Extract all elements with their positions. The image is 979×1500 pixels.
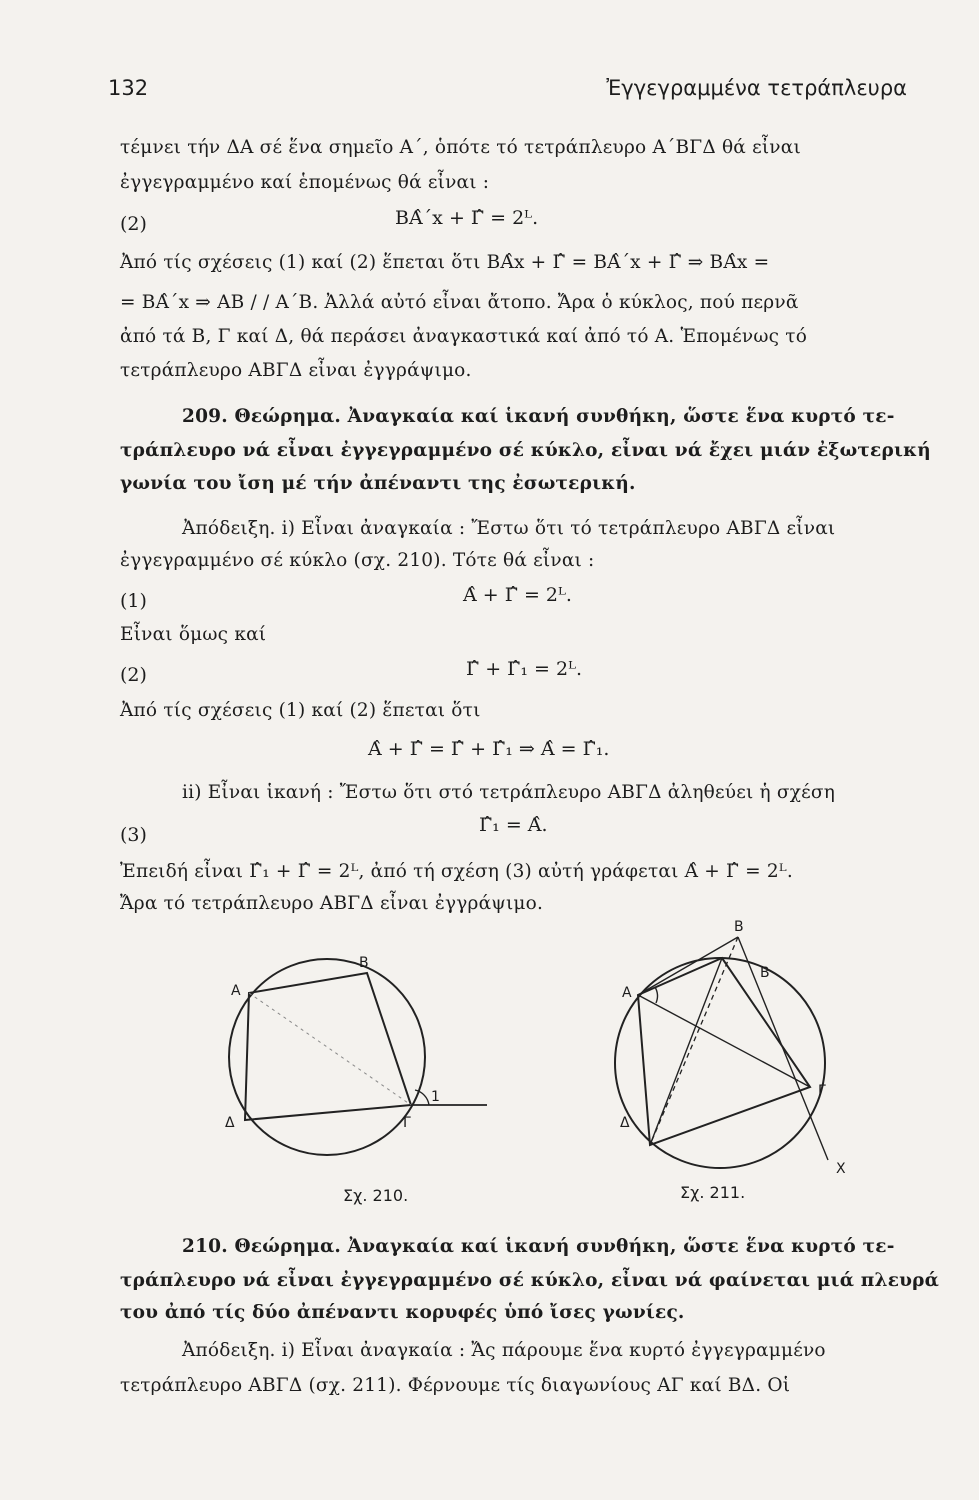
- fig210-label-b: Β: [359, 955, 369, 971]
- fig211-line-to-b-prime: [638, 937, 738, 995]
- fig210-label-d: Δ: [225, 1115, 235, 1131]
- theorem-209-line-2: τράπλευρο νά εἶναι ἐγγεγραμμένο σέ κύκλο, εἶναι νά ἔχει μιάν ἐξωτερική: [120, 440, 931, 461]
- equation-4: Γ̂₁ = Α̂.: [479, 814, 548, 836]
- text-line-4: = ΒΑ̂΄x ⇒ ΑΒ / / Α΄Β. Ἀλλά αὐτό εἶναι ἄτοπο. Ἄρα ὁ κύκλος, πού περνᾶ: [120, 292, 799, 313]
- proof-line-3: Εἶναι ὅμως καί: [120, 624, 267, 645]
- theorem-210-line-1: 210. Θεώρημα. Ἀναγκαία καί ἱκανή συνθήκη, ὥστε ἕνα κυρτό τε-: [182, 1236, 895, 1257]
- figure-211: [600, 915, 860, 1185]
- fig211-label-b: Β: [760, 965, 770, 981]
- fig211-label-g: Γ: [818, 1083, 826, 1099]
- proof-line-9: τετράπλευρο ΑΒΓΔ (σχ. 211). Φέρνουμε τίς διαγωνίους ΑΓ καί ΒΔ. Οἱ: [120, 1375, 791, 1396]
- equation-1: Α̂ + Γ̂ = 2ᴸ.: [463, 584, 572, 606]
- fig211-label-d: Δ: [620, 1115, 630, 1131]
- figure-210: [215, 945, 495, 1185]
- fig210-label-a: Α: [231, 983, 241, 999]
- fig211-label-x: Χ: [836, 1161, 846, 1177]
- page-number: 132: [108, 76, 149, 100]
- fig210-label-g: Γ: [403, 1115, 411, 1131]
- proof-line-1: Ἀπόδειξη. i) Εἶναι ἀναγκαία : Ἔστω ὅτι τό τετράπλευρο ΑΒΓΔ εἶναι: [182, 518, 836, 539]
- theorem-210-line-3: του ἀπό τίς δύο ἀπέναντι κορυφές ὑπό ἴσες γωνίες.: [120, 1302, 685, 1323]
- fig210-diagonal-ac: [249, 993, 411, 1105]
- fig211-label-a: Α: [622, 985, 632, 1001]
- fig210-quadrilateral: [245, 973, 411, 1120]
- proof-line-2: ἐγγεγραμμένο σέ κύκλο (σχ. 210). Τότε θά εἶναι :: [120, 550, 595, 571]
- equation-label-2: (2): [120, 213, 147, 235]
- theorem-209-line-1: 209. Θεώρημα. Ἀναγκαία καί ἱκανή συνθήκη, ὥστε ἕνα κυρτό τε-: [182, 406, 895, 427]
- equation-label-3: (3): [120, 824, 147, 846]
- figure-210-caption: Σχ. 210.: [343, 1186, 409, 1205]
- equation-label-2b: (2): [120, 664, 147, 686]
- proof-line-4: Ἀπό τίς σχέσεις (1) καί (2) ἕπεται ὅτι: [120, 700, 481, 721]
- fig211-line-x: [738, 937, 828, 1160]
- proof-line-8: Ἀπόδειξη. i) Εἶναι ἀναγκαία : Ἄς πάρουμε ἕνα κυρτό ἐγγεγραμμένο: [182, 1340, 826, 1361]
- theorem-210-line-2: τράπλευρο νά εἶναι ἐγγεγραμμένο σέ κύκλο, εἶναι νά φαίνεται μιά πλευρά: [120, 1270, 940, 1291]
- fig211-angle-arc: [655, 987, 657, 1003]
- text-line-6: τετράπλευρο ΑΒΓΔ εἶναι ἐγγράψιμο.: [120, 360, 472, 381]
- fig211-diagonal-bd: [650, 958, 722, 1145]
- page-header: [108, 76, 907, 108]
- fig210-label-one: 1: [431, 1089, 440, 1105]
- figure-211-caption: Σχ. 211.: [680, 1183, 746, 1202]
- text-line-2: ἐγγεγραμμένο καί ἑπομένως θά εἶναι :: [120, 172, 490, 193]
- running-title: Ἐγγεγραμμένα τετράπλευρα: [606, 76, 907, 100]
- equation-3: Α̂ + Γ̂ = Γ̂ + Γ̂₁ ⇒ Α̂ = Γ̂₁.: [368, 738, 610, 760]
- proof-line-7: Ἄρα τό τετράπλευρο ΑΒΓΔ εἶναι ἐγγράψιμο.: [120, 893, 544, 914]
- proof-line-6: Ἐπειδή εἶναι Γ̂₁ + Γ̂ = 2ᴸ, ἀπό τή σχέση (3) αὐτή γράφεται Α̂ + Γ̂ = 2ᴸ.: [120, 861, 793, 882]
- text-line-1: τέμνει τήν ΔΑ σέ ἕνα σημεῖο Α΄, ὁπότε τό τετράπλευρο Α΄ΒΓΔ θά εἶναι: [120, 137, 801, 158]
- proof-line-5: ii) Εἶναι ἱκανή : Ἔστω ὅτι στό τετράπλευρο ΑΒΓΔ ἀληθεύει ἡ σχέση: [182, 782, 836, 803]
- equation-label-1: (1): [120, 590, 147, 612]
- theorem-209-line-3: γωνία του ἴση μέ τήν ἀπέναντι της ἐσωτερική.: [120, 473, 636, 494]
- text-line-3: Ἀπό τίς σχέσεις (1) καί (2) ἕπεται ὅτι ΒΑ̂x + Γ̂ = ΒΑ̂΄x + Γ̂ ⇒ ΒΑ̂x =: [120, 252, 770, 273]
- equation-2b: Γ̂ + Γ̂₁ = 2ᴸ.: [466, 658, 583, 680]
- fig211-label-b-prime: Β: [734, 919, 744, 935]
- fig211-diagonal-ag: [638, 995, 810, 1087]
- equation-2: ΒΑ̂΄x + Γ̂ = 2ᴸ.: [395, 207, 539, 229]
- text-line-5: ἀπό τά Β, Γ καί Δ, θά περάσει ἀναγκαστικά καί ἀπό τό Α. Ἑπομένως τό: [120, 326, 808, 347]
